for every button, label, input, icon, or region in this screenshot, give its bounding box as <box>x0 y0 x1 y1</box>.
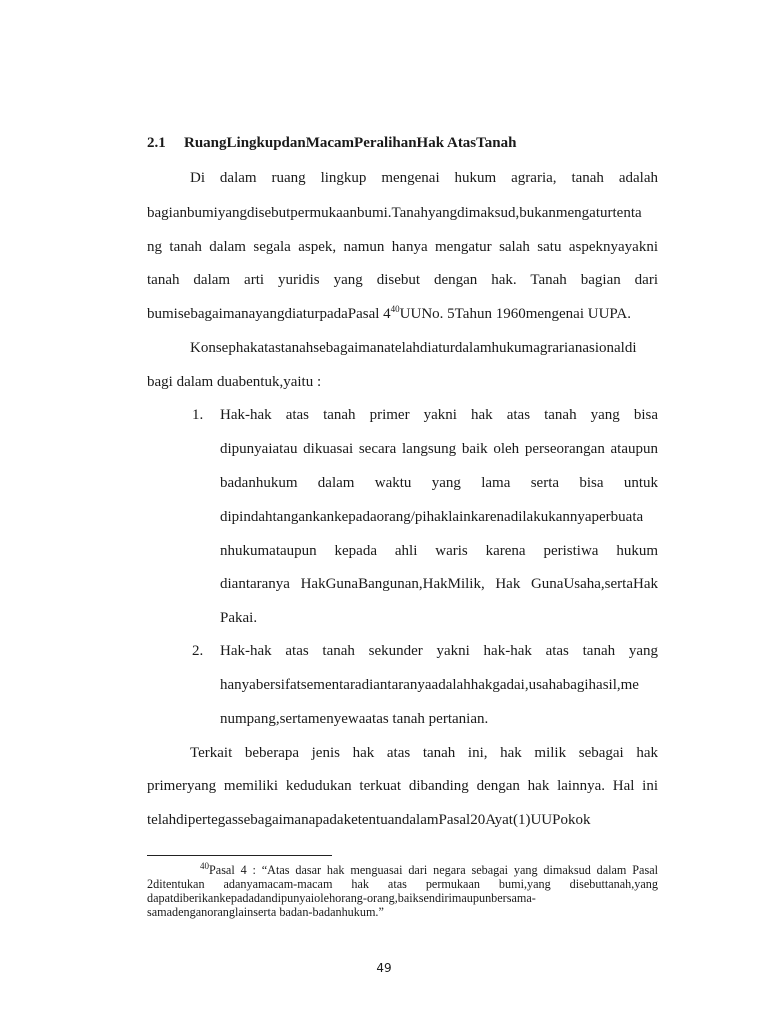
footnote-line <box>200 860 658 877</box>
footnote-text: Pasal 4 : “Atas dasar hak menguasai dari negara sebagai yang dimaksud dalam Pasal <box>209 863 658 877</box>
paragraph-line: primeryang memiliki kedudukan terkuat dibanding dengan hak lainnya. Hal ini <box>147 778 658 794</box>
list-item-line: Hak-hak atas tanah primer yakni hak atas tanah yang bisa <box>220 407 658 423</box>
list-number: 2. <box>192 643 204 659</box>
paragraph-line: bagi dalam duabentuk,yaitu : <box>147 374 322 390</box>
list-number: 1. <box>192 407 204 423</box>
paragraph-line: ng tanah dalam segala aspek, namun hanya mengatur salah satu aspeknyayakni <box>147 239 658 255</box>
footnote-reference[interactable]: 40 <box>390 304 400 314</box>
section-number: 2.1 <box>147 135 166 151</box>
list-item-line: Hak-hak atas tanah sekunder yakni hak-hak atas tanah yang <box>220 643 658 659</box>
section-title: RuangLingkupdanMacamPeralihanHak AtasTanah <box>184 135 517 151</box>
footnote-line: dapatdiberikankepadadandipunyaiolehorang-orang,baiksendirimaupunbersama- <box>147 891 536 905</box>
paragraph-line: bagianbumiyangdisebutpermukaanbumi.Tanahyangdimaksud,bukanmengaturtenta <box>147 205 642 221</box>
paragraph-text: UUNo. 5Tahun 1960mengenai UUPA. <box>399 306 631 322</box>
paragraph-line: Di dalam ruang lingkup mengenai hukum agraria, tanah adalah <box>190 170 658 186</box>
paragraph-line: Terkait beberapa jenis hak atas tanah ini, hak milik sebagai hak <box>190 745 658 761</box>
footnote-line: samadenganoranglainserta badan-badanhukum.” <box>147 905 384 919</box>
list-item-line: dipindahtangankankepadaorang/pihaklainkarenadilakukannyaperbuata <box>220 509 644 525</box>
list-item-line: diantaranya HakGunaBangunan,HakMilik, Hak GunaUsaha,sertaHak <box>220 576 658 592</box>
footnote-divider <box>147 855 332 856</box>
paragraph-line: tanah dalam arti yuridis yang disebut dengan hak. Tanah bagian dari <box>147 272 658 288</box>
paragraph-line <box>147 305 658 323</box>
page-number: 49 <box>376 961 392 975</box>
list-item-line: hanyabersifatsementaradiantaranyaadalahhakgadai,usahabagihasil,me <box>220 677 639 693</box>
footnote-marker: 40 <box>200 860 209 871</box>
paragraph-line: Konsephakatastanahsebagaimanatelahdiaturdalamhukumagrarianasionaldi <box>190 340 637 356</box>
list-item-line: dipunyaiatau dikuasai secara langsung baik oleh perseorangan ataupun <box>220 441 658 457</box>
list-item-line: numpang,sertamenyewaatas tanah pertanian. <box>220 711 489 727</box>
list-item-line: badanhukum dalam waktu yang lama serta bisa untuk <box>220 475 658 491</box>
paragraph-text: bumisebagaimanayangdiaturpadaPasal 4 <box>147 306 391 322</box>
list-item-line: nhukumataupun kepada ahli waris karena peristiwa hukum <box>220 543 658 559</box>
paragraph-line: telahdipertegassebagaimanapadaketentuandalamPasal20Ayat(1)UUPokok <box>147 812 591 828</box>
footnote-line: 2ditentukan adanyamacam-macam hak atas permukaan bumi,yang disebuttanah,yang <box>147 877 658 891</box>
list-item-line: Pakai. <box>220 610 258 626</box>
